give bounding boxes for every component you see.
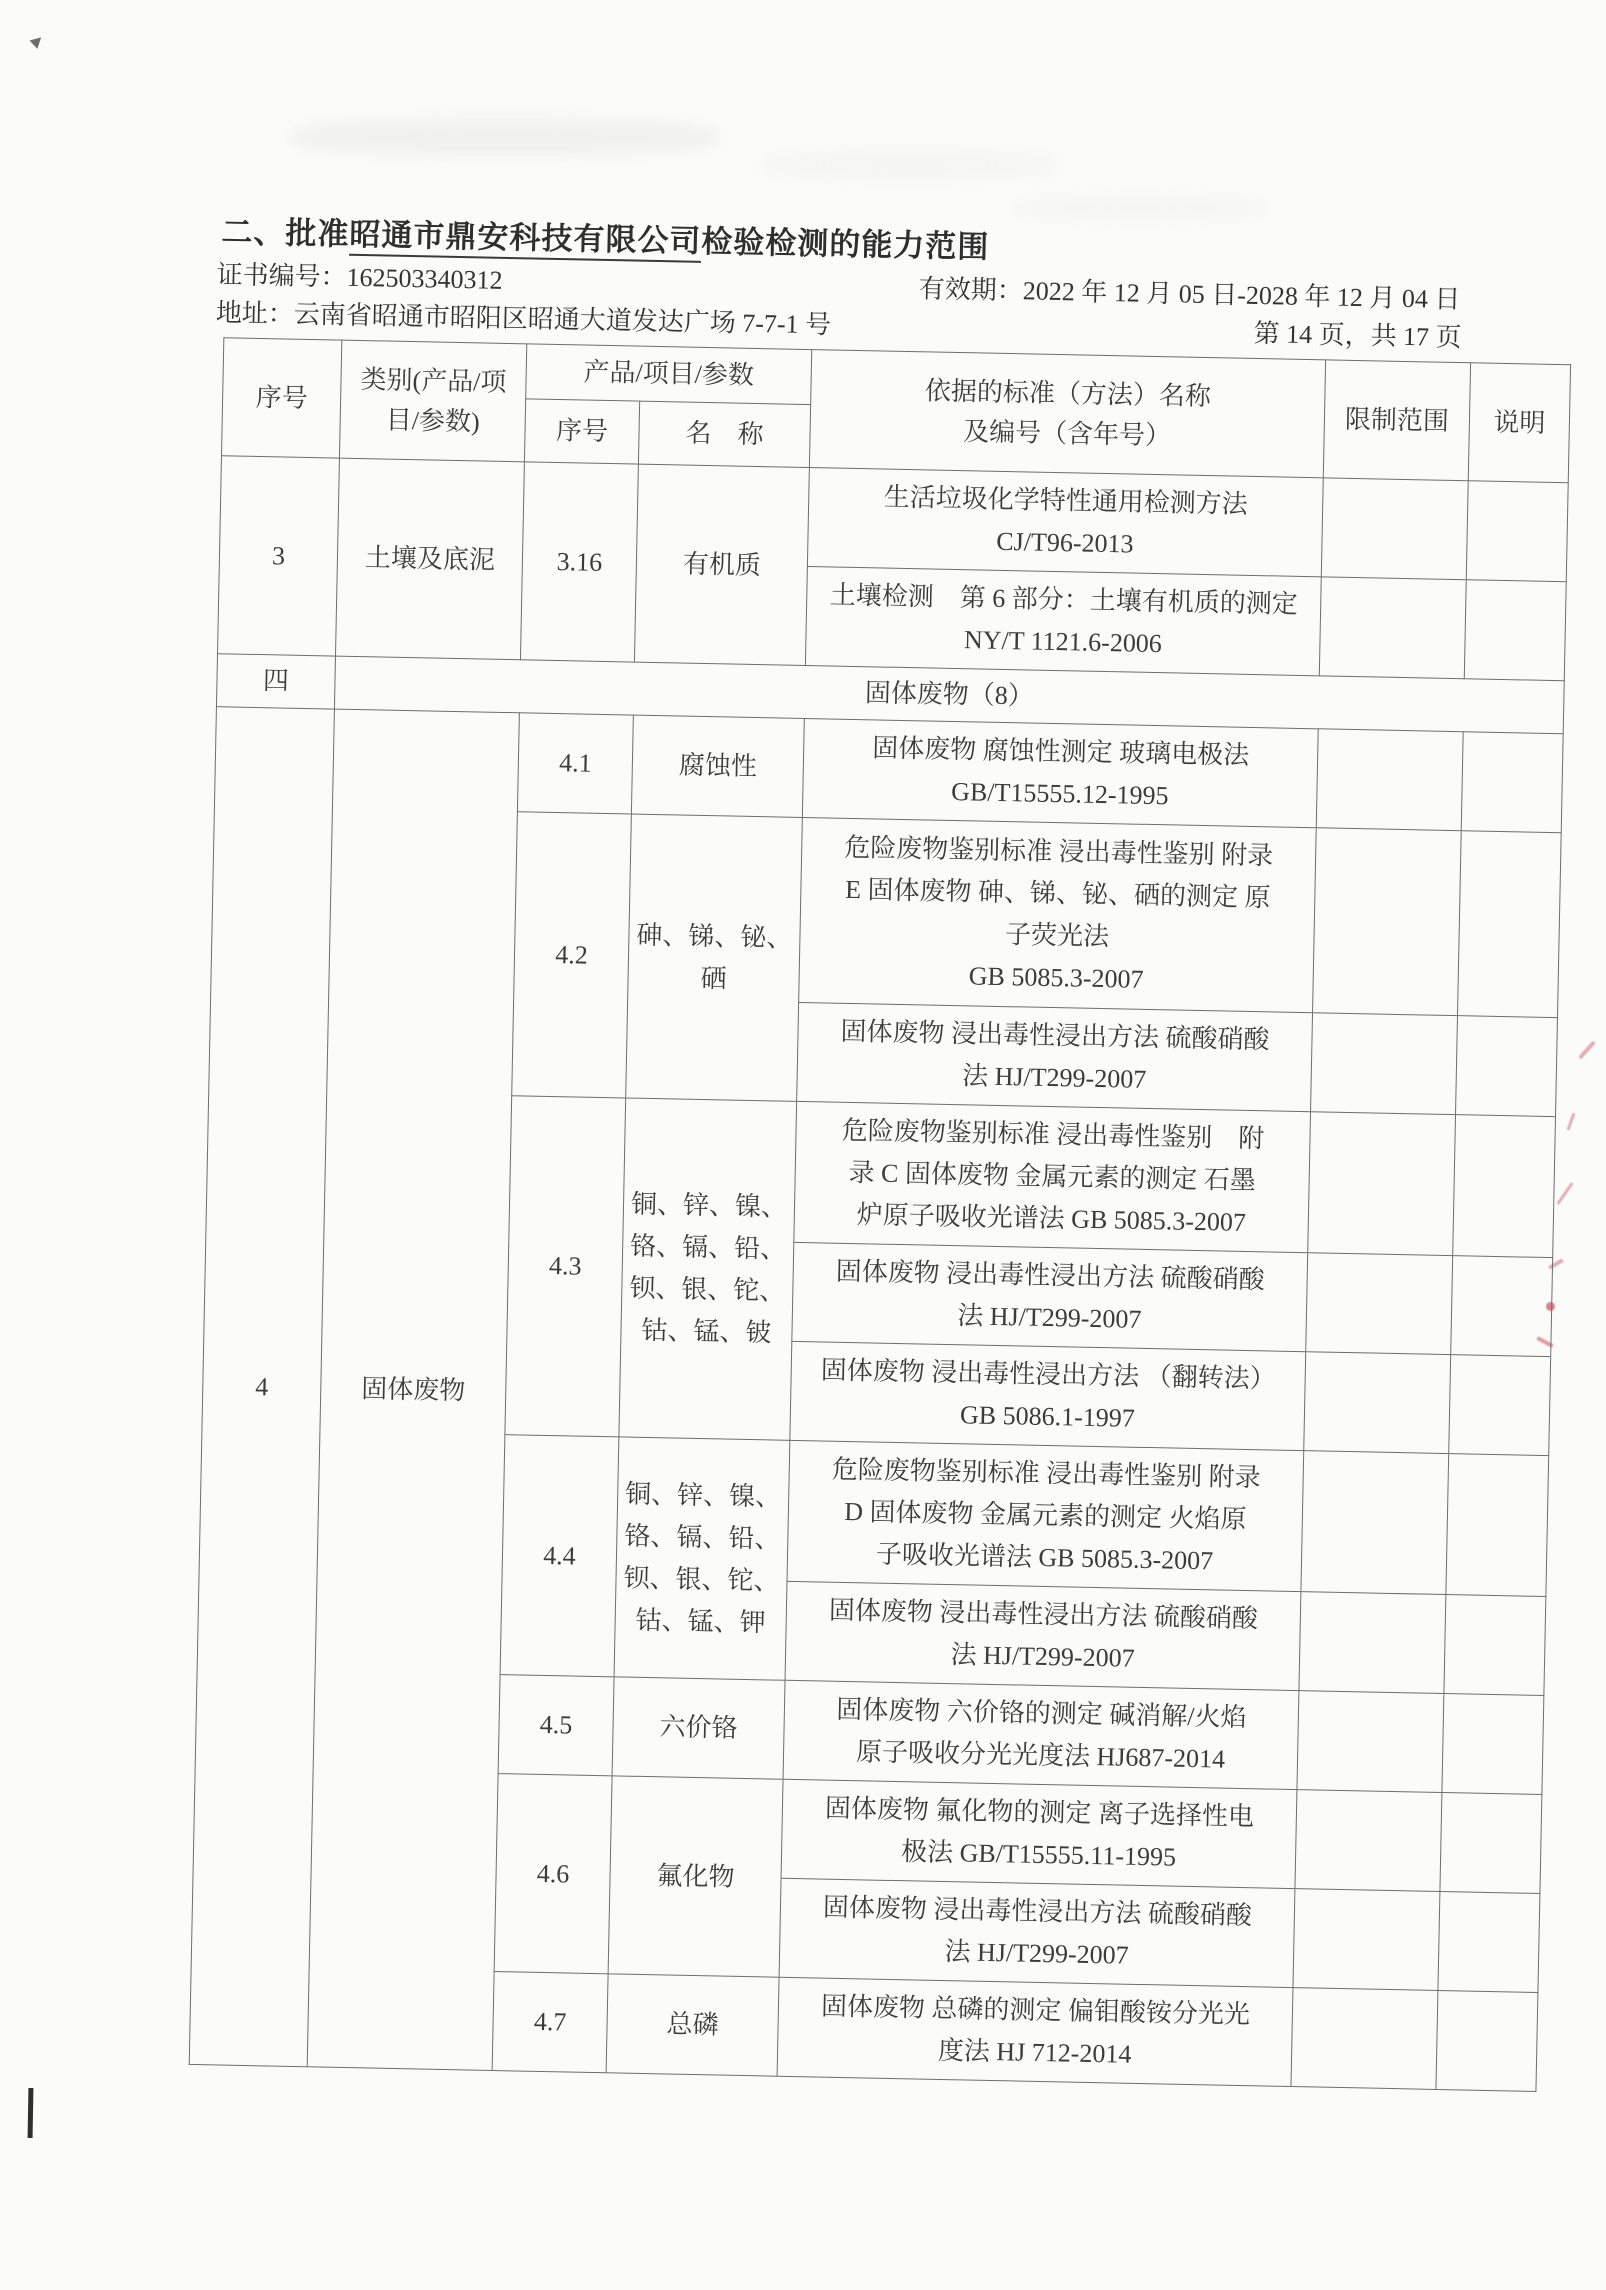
note-cell (1456, 1016, 1558, 1117)
red-stamp-trace (1567, 1113, 1576, 1131)
limit-cell (1299, 1592, 1446, 1694)
standard-cell: 固体废物 浸出毒性浸出方法 硫酸硝酸 法 HJ/T299-2007 (779, 1878, 1295, 1987)
corner-pen-mark (29, 37, 42, 50)
note-cell (1466, 481, 1568, 582)
limit-cell (1321, 478, 1468, 580)
note-cell (1453, 1115, 1556, 1258)
red-stamp-trace (1578, 1040, 1596, 1059)
header-seq: 序号 (221, 338, 341, 458)
note-cell (1444, 1595, 1546, 1696)
limit-cell (1311, 1013, 1458, 1115)
standard-cell: 危险废物鉴别标准 浸出毒性鉴别 附录 E 固体废物 砷、锑、铋、硒的测定 原 子荧光法 GB 5085.3-2007 (799, 817, 1317, 1012)
document-page (175, 206, 1572, 2092)
limit-cell (1295, 1790, 1442, 1892)
note-cell (1449, 1355, 1551, 1456)
item-name: 氟化物 (608, 1776, 783, 1977)
item-seq: 4.1 (517, 713, 633, 814)
limit-cell (1291, 1988, 1438, 2090)
note-cell (1464, 580, 1566, 681)
standard-cell: 固体废物 浸出毒性浸出方法 硫酸硝酸 法 HJ/T299-2007 (797, 1002, 1313, 1111)
standard-cell: 土壤检测 第 6 部分：土壤有机质的测定 NY/T 1121.6-2006 (805, 567, 1321, 676)
note-cell (1458, 831, 1562, 1018)
note-cell (1461, 732, 1563, 833)
limit-cell (1293, 1889, 1440, 1991)
row4-category: 固体废物 (307, 709, 519, 2070)
row4-seq: 4 (189, 707, 334, 2067)
limit-cell (1316, 729, 1463, 831)
note-cell (1436, 1990, 1538, 2091)
title-suffix: 检验检测的能力范围 (701, 223, 990, 265)
section4-group-title: 固体废物（8） (334, 656, 1564, 734)
standard-cell: 危险废物鉴别标准 浸出毒性鉴别 附 录 C 固体废物 金属元素的测定 石墨 炉原子吸收光谱法 GB 5085.3-2007 (794, 1101, 1311, 1252)
limit-cell (1313, 828, 1462, 1016)
item-name: 砷、锑、铋、 硒 (626, 814, 803, 1101)
header-sub-name: 名 称 (638, 401, 810, 467)
item-seq: 4.4 (500, 1435, 619, 1677)
limit-cell (1319, 577, 1466, 679)
row3-category: 土壤及底泥 (335, 458, 524, 660)
header-category: 类别(产品/项 目/参数) (339, 340, 526, 462)
validity-period: 有效期：2022 年 12 月 05 日-2028 年 12 月 04 日 (918, 274, 1461, 315)
scan-smudge (1010, 195, 1270, 221)
standard-cell: 固体废物 六价铬的测定 碱消解/火焰 原子吸收分光光度法 HJ687-2014 (783, 1680, 1299, 1789)
section4-roman-seq: 四 (216, 654, 335, 709)
standard-cell: 固体废物 腐蚀性测定 玻璃电极法 GB/T15555.12-1995 (802, 718, 1318, 827)
note-cell (1451, 1256, 1553, 1357)
note-cell (1446, 1454, 1549, 1597)
item-name: 总磷 (606, 1974, 779, 2076)
standard-cell: 固体废物 浸出毒性浸出方法 硫酸硝酸 法 HJ/T299-2007 (792, 1242, 1308, 1351)
note-cell (1442, 1694, 1544, 1795)
limit-cell (1308, 1112, 1456, 1256)
scan-smudge (760, 150, 1060, 180)
address: 地址：云南省昭通市昭阳区昭通大道发达广场 7-7-1 号 (215, 298, 832, 340)
standard-cell: 生活垃圾化学特性通用检测方法 CJ/T96-2013 (807, 468, 1323, 577)
header-limit: 限制范围 (1323, 360, 1470, 481)
note-cell (1440, 1793, 1542, 1894)
limit-cell (1304, 1352, 1451, 1454)
red-stamp-trace (1556, 1182, 1573, 1205)
limit-cell (1297, 1691, 1444, 1793)
item-name: 六价铬 (612, 1677, 785, 1779)
page-number: 第 14 页，共 17 页 (1253, 318, 1462, 353)
item-seq: 4.3 (505, 1096, 626, 1437)
standard-cell: 固体废物 浸出毒性浸出方法 硫酸硝酸 法 HJ/T299-2007 (785, 1581, 1301, 1690)
item-seq: 4.6 (494, 1774, 612, 1974)
item-name: 铜、锌、镍、 铬、镉、铅、 钡、银、铊、 钴、锰、铍 (619, 1098, 797, 1440)
row3-item-seq: 3.16 (520, 462, 638, 662)
header-group: 产品/项目/参数 (526, 344, 812, 405)
capability-table (189, 337, 1571, 2092)
standard-cell: 危险废物鉴别标准 浸出毒性鉴别 附录 D 固体废物 金属元素的测定 火焰原 子吸收光谱法 GB 5085.3-2007 (787, 1440, 1304, 1591)
header-standard: 依据的标准（方法）名称 及编号（含年号） (809, 350, 1325, 478)
limit-cell (1306, 1253, 1453, 1355)
limit-cell (1301, 1451, 1449, 1595)
header-sub-seq: 序号 (524, 399, 639, 464)
item-seq: 4.7 (492, 1972, 608, 2073)
row3-seq: 3 (218, 456, 340, 656)
item-name: 腐蚀性 (631, 715, 804, 817)
row3-item-name: 有机质 (634, 464, 809, 665)
title-company-underlined: 昭通市鼎安科技有限公司 (349, 217, 702, 263)
header-note: 说明 (1468, 363, 1570, 483)
note-cell (1438, 1891, 1540, 1992)
item-seq: 4.5 (498, 1675, 614, 1776)
scan-smudge (290, 118, 720, 156)
standard-cell: 固体废物 氟化物的测定 离子选择性电 极法 GB/T15555.11-1995 (781, 1779, 1297, 1888)
certificate-number: 证书编号：162503340312 (216, 260, 503, 295)
item-name: 铜、锌、镍、 铬、镉、铅、 钡、银、铊、 钴、锰、钾 (614, 1437, 790, 1680)
title-prefix: 二、批准 (221, 214, 350, 252)
standard-cell: 固体废物 总磷的测定 偏钼酸铵分光光 度法 HJ 712-2014 (777, 1977, 1293, 2086)
item-seq: 4.2 (512, 812, 632, 1098)
bottom-left-mark (28, 2088, 34, 2138)
standard-cell: 固体废物 浸出毒性浸出方法 （翻转法） GB 5086.1-1997 (790, 1341, 1306, 1450)
